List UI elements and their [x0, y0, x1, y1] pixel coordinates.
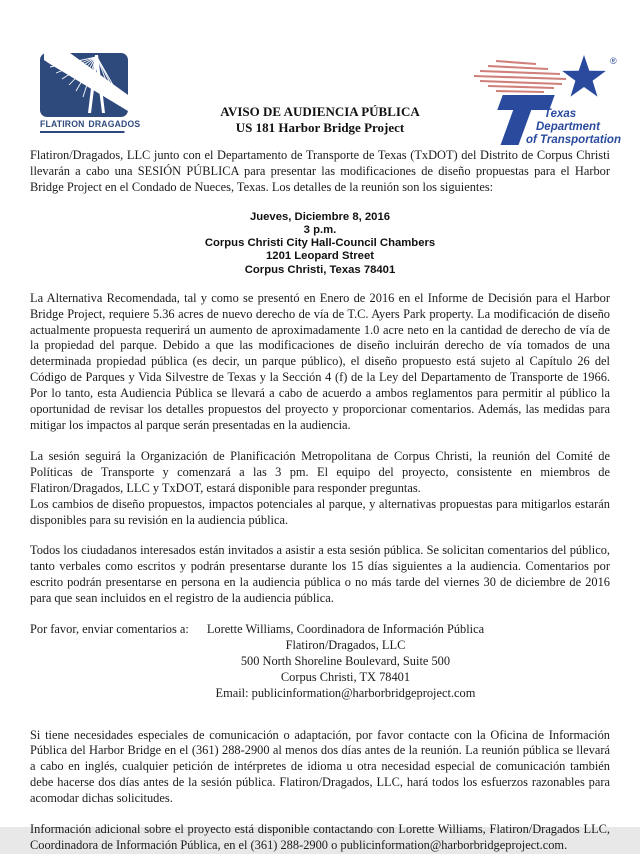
contact-email: Email: publicinformation@harborbridgeproject.com: [215, 685, 476, 700]
contact-city: Corpus Christi, TX 78401: [280, 669, 411, 684]
txdot-flying-t-star-icon: [466, 56, 624, 152]
paragraph-special-needs: Si tiene necesidades especiales de comunicación o adaptación, por favor contacte con la Oficina de Información Pública del Harbor Bridge en el (361) 288-2900 al menos dos días antes de la reunión. La reunión pública se llevará a cabo en inglés, cualquier petición de intérpretes de idioma u otra necesidad especial de comunicación también debe hacerse dos días antes de la sesión pública. Flatiron/Dragados, LLC, hará todos los esfuerzos razonables para acomodar dichas solicitudes.: [30, 727, 610, 806]
contact-person: Lorette Williams, Coordinadora de Información Pública: [206, 622, 485, 637]
paragraph-alternative: La Alternativa Recomendada, tal y como se presentó en Enero de 2016 en el Informe de Decisión para el Harbor Bridge Project, requiere 5.36 acres de nuevo derecho de vía de T.C. Ayers Park property. La modificación de diseño actualmente propuesta requerirá un aumento de aproximadamente 1.0 acre neto en la cantidad de derecho de vía de la propiedad del parque. Debido a que las modificaciones de diseño incluirán derecho de vía tomados de una determinada propiedad pública (es decir, un parque público), el diseño propuesto está sujeto al Capítulo 26 del Código de Parques y Vida Silvestre de Texas y la Sección 4 (f) de la Ley del Departamento de Transporte de 1966. Por lo tanto, esta Audiencia Pública se llevará a cabo de acuerdo a ambos reglamentos para permitir al público la oportunidad de revisar los detalles propuestos del proyecto y proporcionar comentarios. Además, las medidas para mitigar los impactos al parque serán presentadas en la audiencia.: [30, 290, 610, 432]
paragraph-citizens: Todos los ciudadanos interesados están invitados a asistir a esta sesión pública. Se solicitan comentarios del público, tanto verbales como escritos y podrán presentarse durante los 15 días siguientes a la audiencia. Comentarios por escrito podrán presentarse en persona en la audiencia pública o no más tarde del viernes 30 de diciembre de 2016 para que sean incluidos en el registro de la audiencia pública.: [30, 543, 610, 606]
meeting-city: Corpus Christi, Texas 78401: [244, 263, 396, 276]
paragraph-intro: Flatiron/Dragados, LLC junto con el Departamento de Transporte de Texas (TxDOT) del Distrito de Corpus Christi llevarán a cabo una SESIÓN PÚBLICA para presentar las modificaciones de diseño propuestas para el Harbor Bridge Project en el Condado de Nueces, Texas. Los detalles de la reunión son los siguientes:: [30, 148, 610, 194]
document-header: [0, 0, 640, 148]
paragraph-session-2: Los cambios de diseño propuestos, impactos potenciales al parque, y alternativas propuestas para mitigarlos estarán disponibles para su revisión en la audiencia pública.: [30, 496, 610, 527]
txdot-word-department: Department: [536, 121, 600, 133]
title-line-1: AVISO DE AUDIENCIA PÚBLICA: [220, 104, 420, 119]
meeting-venue: Corpus Christi City Hall-Council Chambers: [204, 237, 436, 250]
txdot-word-texas: Texas: [544, 108, 577, 120]
paragraph-session-1: La sesión seguirá la Organización de Planificación Metropolitana de Corpus Christi, la reunión del Comité de Políticas de Transporte y comenzará a las 3 pm. El equipo del proyecto, consistente en miembros de Flatiron/Dragados, LLC y TxDOT, estará disponible para responder preguntas.: [30, 448, 610, 495]
meeting-date: Jueves, Diciembre 8, 2016: [249, 210, 391, 223]
meeting-street: 1201 Leopard Street: [266, 250, 374, 263]
txdot-logo: [466, 53, 624, 153]
txdot-word-of-transportation: of Transportation: [526, 134, 621, 146]
contact-street: 500 North Shoreline Boulevard, Suite 500: [240, 653, 451, 668]
contact-block: [30, 622, 610, 702]
contact-company: Flatiron/Dragados, LLC: [285, 637, 406, 652]
contact-label: Por favor, enviar comentarios a:: [30, 622, 189, 637]
meeting-time: 3 p.m.: [303, 223, 337, 236]
document-body: [0, 148, 640, 854]
flatiron-brand-right: DRAGADOS: [88, 119, 141, 129]
meeting-details: [30, 211, 610, 277]
document-title: [0, 104, 640, 135]
flatiron-brand-left: FLATIRON: [40, 119, 85, 129]
title-line-2: US 181 Harbor Bridge Project: [235, 119, 405, 135]
svg-text:®: ®: [610, 56, 617, 66]
paragraph-additional-info: Información adicional sobre el proyecto está disponible contactando con Lorette Williams, Flatiron/Dragados LLC, Coordinadora de Información Pública, en el (361) 288-2900 o publicinformation@harborbridgeproject.com.: [30, 822, 610, 853]
contact-address: [207, 622, 484, 702]
